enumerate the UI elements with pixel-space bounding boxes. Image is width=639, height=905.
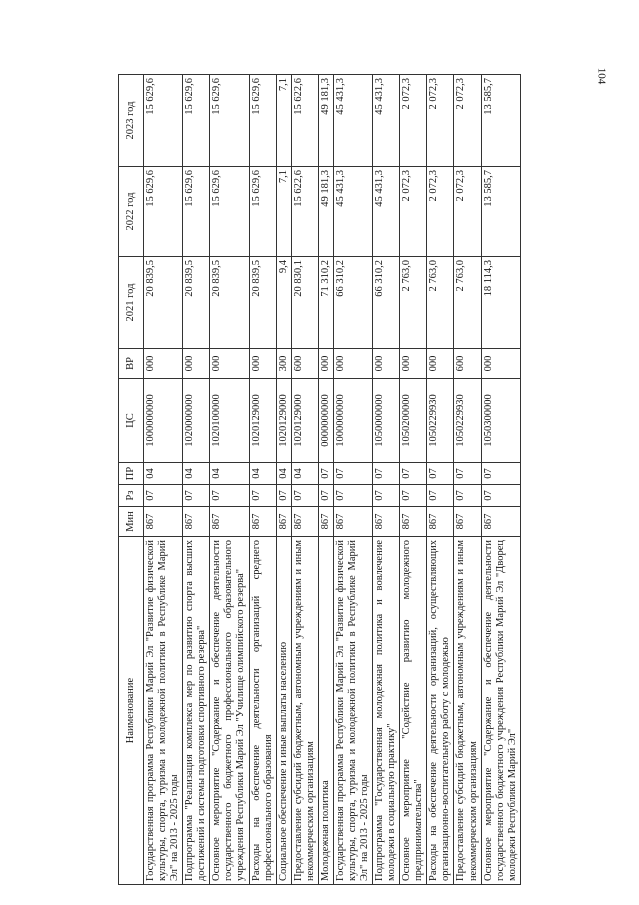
cell-min: 867 [400, 507, 427, 537]
cell-min: 867 [291, 507, 318, 537]
cell-y2021: 20 839,5 [183, 257, 210, 349]
cell-y2021: 18 114,3 [481, 257, 520, 349]
cell-y2021: 71 310,2 [318, 257, 333, 349]
cell-min: 867 [249, 507, 276, 537]
cell-y2022: 7,1 [276, 167, 291, 257]
cell-name: Основное мероприятие "Содержание и обеспечение деятельности государственного бюджетного учреждения Республики Марий Эл "Дворец молодежи Республики Марий Эл" [481, 537, 520, 885]
header-rz: Рз [119, 485, 144, 507]
cell-y2022: 15 629,6 [249, 167, 276, 257]
cell-name: Социальное обеспечение и иные выплаты населению [276, 537, 291, 885]
page-number: 104 [594, 67, 607, 85]
table-row [427, 75, 454, 885]
cell-y2022: 2 072,3 [400, 167, 427, 257]
cell-y2023: 2 072,3 [454, 75, 481, 167]
cell-vr: 600 [454, 349, 481, 379]
cell-cs: 1020100000 [210, 379, 249, 463]
cell-name: Предоставление субсидий бюджетным, автономным учреждениям и иным некоммерческим организациям [291, 537, 318, 885]
cell-vr: 000 [333, 349, 372, 379]
cell-y2022: 15 629,6 [183, 167, 210, 257]
cell-min: 867 [210, 507, 249, 537]
cell-cs: 1020129000 [276, 379, 291, 463]
cell-min: 867 [318, 507, 333, 537]
cell-cs: 1050229930 [427, 379, 454, 463]
cell-cs: 1020129000 [291, 379, 318, 463]
cell-min: 867 [481, 507, 520, 537]
cell-y2022: 15 629,6 [144, 167, 183, 257]
cell-y2021: 20 830,1 [291, 257, 318, 349]
cell-pr: 07 [427, 463, 454, 485]
cell-cs: 1020129000 [249, 379, 276, 463]
cell-pr: 04 [249, 463, 276, 485]
cell-y2023: 15 622,6 [291, 75, 318, 167]
cell-name: Расходы на обеспечение деятельности организаций, осуществляющих организационно-воспитательную работу с молодежью [427, 537, 454, 885]
table-row [481, 75, 520, 885]
cell-name: Молодежная политика [318, 537, 333, 885]
cell-name: Основное мероприятие "Содержание и обеспечение деятельности государственного бюджетного профессионального образовательного учреждения Республики Марий Эл "Училище олимпийского резерва" [210, 537, 249, 885]
cell-rz: 07 [427, 485, 454, 507]
cell-vr: 000 [210, 349, 249, 379]
cell-rz: 07 [481, 485, 520, 507]
budget-table [118, 74, 521, 885]
cell-name: Государственная программа Республики Марий Эл "Развитие физической культуры, спорта, туризма и молодежной политики в Республике Марий Эл" на 2013 - 2025 годы [144, 537, 183, 885]
cell-name: Основное мероприятие "Содействие развитию молодежного предпринимательства" [400, 537, 427, 885]
table-row [318, 75, 333, 885]
cell-y2021: 20 839,5 [210, 257, 249, 349]
header-2021: 2021 год [119, 257, 144, 349]
table-row [333, 75, 372, 885]
budget-table-container [118, 75, 596, 885]
cell-vr: 000 [318, 349, 333, 379]
cell-y2021: 20 839,5 [249, 257, 276, 349]
cell-rz: 07 [210, 485, 249, 507]
cell-name: Государственная программа Республики Марий Эл "Развитие физической культуры, спорта, туризма и молодежной политики в Республике Марий Эл" на 2013 - 2025 годы [333, 537, 372, 885]
cell-min: 867 [276, 507, 291, 537]
cell-rz: 07 [333, 485, 372, 507]
cell-y2021: 66 310,2 [373, 257, 400, 349]
cell-y2023: 13 585,7 [481, 75, 520, 167]
cell-cs: 1050229930 [454, 379, 481, 463]
table-row [276, 75, 291, 885]
cell-y2021: 2 763,0 [400, 257, 427, 349]
cell-y2023: 2 072,3 [427, 75, 454, 167]
cell-vr: 000 [144, 349, 183, 379]
cell-y2023: 49 181,3 [318, 75, 333, 167]
cell-y2023: 15 629,6 [210, 75, 249, 167]
cell-cs: 1050300000 [481, 379, 520, 463]
header-pr: ПР [119, 463, 144, 485]
cell-vr: 300 [276, 349, 291, 379]
cell-pr: 07 [454, 463, 481, 485]
cell-pr: 04 [144, 463, 183, 485]
cell-cs: 1050000000 [373, 379, 400, 463]
cell-y2021: 20 839,5 [144, 257, 183, 349]
cell-pr: 07 [481, 463, 520, 485]
table-row [210, 75, 249, 885]
cell-cs: 1000000000 [333, 379, 372, 463]
table-row [400, 75, 427, 885]
cell-pr: 07 [373, 463, 400, 485]
cell-y2021: 2 763,0 [454, 257, 481, 349]
table-row [144, 75, 183, 885]
cell-y2023: 45 431,3 [373, 75, 400, 167]
cell-vr: 000 [481, 349, 520, 379]
cell-vr: 000 [400, 349, 427, 379]
cell-rz: 07 [144, 485, 183, 507]
cell-name: Расходы на обеспечение деятельности организаций среднего профессионального образования [249, 537, 276, 885]
cell-y2023: 15 629,6 [183, 75, 210, 167]
cell-y2022: 15 629,6 [210, 167, 249, 257]
cell-y2021: 9,4 [276, 257, 291, 349]
cell-min: 867 [333, 507, 372, 537]
table-header-row [119, 75, 144, 885]
cell-min: 867 [427, 507, 454, 537]
cell-min: 867 [373, 507, 400, 537]
cell-rz: 07 [373, 485, 400, 507]
cell-y2022: 45 431,3 [333, 167, 372, 257]
header-2022: 2022 год [119, 167, 144, 257]
cell-cs: 1020000000 [183, 379, 210, 463]
cell-pr: 04 [291, 463, 318, 485]
cell-y2022: 45 431,3 [373, 167, 400, 257]
cell-vr: 000 [249, 349, 276, 379]
header-cs: ЦС [119, 379, 144, 463]
cell-pr: 07 [400, 463, 427, 485]
cell-rz: 07 [291, 485, 318, 507]
cell-rz: 07 [400, 485, 427, 507]
cell-pr: 04 [276, 463, 291, 485]
cell-pr: 07 [333, 463, 372, 485]
table-row [183, 75, 210, 885]
table-row [454, 75, 481, 885]
cell-cs: 1000000000 [144, 379, 183, 463]
cell-y2023: 7,1 [276, 75, 291, 167]
cell-pr: 04 [210, 463, 249, 485]
table-body [144, 75, 521, 885]
cell-pr: 04 [183, 463, 210, 485]
header-name: Наименование [119, 537, 144, 885]
cell-y2022: 2 072,3 [427, 167, 454, 257]
cell-cs: 0000000000 [318, 379, 333, 463]
table-row [291, 75, 318, 885]
cell-vr: 600 [291, 349, 318, 379]
cell-pr: 07 [318, 463, 333, 485]
cell-y2023: 15 629,6 [249, 75, 276, 167]
cell-name: Подпрограмма "Государственная молодежная политика и вовлечение молодежи в социальную практику" [373, 537, 400, 885]
cell-y2021: 2 763,0 [427, 257, 454, 349]
cell-vr: 000 [373, 349, 400, 379]
cell-min: 867 [144, 507, 183, 537]
cell-y2023: 45 431,3 [333, 75, 372, 167]
cell-name: Предоставление субсидий бюджетным, автономным учреждениям и иным некоммерческим организациям [454, 537, 481, 885]
cell-y2021: 66 310,2 [333, 257, 372, 349]
cell-min: 867 [454, 507, 481, 537]
cell-y2022: 49 181,3 [318, 167, 333, 257]
cell-rz: 07 [276, 485, 291, 507]
cell-y2022: 15 622,6 [291, 167, 318, 257]
cell-y2022: 13 585,7 [481, 167, 520, 257]
cell-rz: 07 [454, 485, 481, 507]
cell-rz: 07 [318, 485, 333, 507]
cell-min: 867 [183, 507, 210, 537]
cell-y2023: 15 629,6 [144, 75, 183, 167]
cell-rz: 07 [183, 485, 210, 507]
header-min: Мин [119, 507, 144, 537]
cell-rz: 07 [249, 485, 276, 507]
cell-y2023: 2 072,3 [400, 75, 427, 167]
cell-vr: 000 [183, 349, 210, 379]
table-row [373, 75, 400, 885]
header-vr: ВР [119, 349, 144, 379]
table-row [249, 75, 276, 885]
cell-vr: 000 [427, 349, 454, 379]
header-2023: 2023 год [119, 75, 144, 167]
cell-cs: 1050200000 [400, 379, 427, 463]
cell-y2022: 2 072,3 [454, 167, 481, 257]
cell-name: Подпрограмма "Реализация комплекса мер по развитию спорта высших достижений и системы подготовки спортивного резерва" [183, 537, 210, 885]
